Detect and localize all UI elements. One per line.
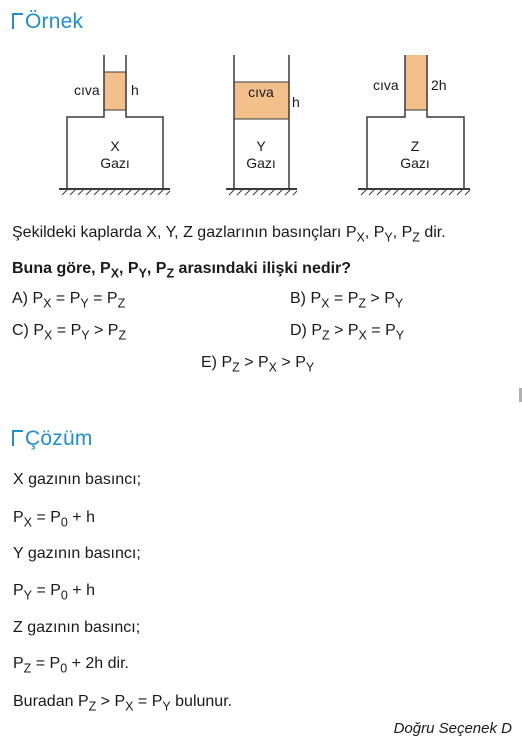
container-z [358, 55, 470, 195]
container-y [226, 55, 300, 195]
heading-corner-mark [12, 430, 23, 446]
container-x [59, 55, 170, 195]
mercury-label-z: cıva [373, 77, 399, 93]
gas-letter-z: Z [410, 138, 420, 154]
option-e[interactable]: E) $P_Z > P_X > P_Y$ [201, 354, 315, 375]
gas-word-x: Gazı [100, 155, 130, 171]
solution-y-equation: $P_Y = P_0 + h$ [13, 582, 95, 603]
question-statement: Şekildeki kaplarda X, Y, Z gazlarının basınçları $P_X$, $P_Y$, $P_Z$ dir. [12, 224, 446, 245]
containers-figure [0, 0, 522, 200]
column-label-x: h [131, 82, 139, 98]
solution-y-heading: Y gazının basıncı; [13, 545, 141, 562]
mercury-column-z [405, 55, 427, 110]
gas-letter-y: Y [256, 138, 266, 154]
example-title: Örnek [25, 10, 84, 33]
column-label-y: h [292, 94, 300, 110]
column-label-z: 2h [431, 77, 447, 93]
solution-x-equation: $P_X = P_0 + h$ [13, 509, 95, 530]
solution-z-heading: Z gazının basıncı; [13, 619, 141, 636]
solution-conclusion: Buradan $P_Z > P_X = P_Y$ bulunur. [13, 693, 233, 714]
mercury-label-x: cıva [74, 82, 100, 98]
solution-z-equation: $P_Z = P_0 + 2h$ dir. [13, 655, 129, 676]
solution-x-heading: X gazının basıncı; [13, 471, 142, 488]
solution-title: Çözüm [25, 427, 93, 450]
question-prompt: Buna göre, $P_X$, $P_Y$, $P_Z$ arasındaki ilişki nedir? [12, 260, 352, 281]
option-c[interactable]: C) $P_X = P_Y > P_Z$ [12, 322, 127, 343]
mercury-column-x [104, 72, 126, 110]
gas-letter-x: X [110, 138, 120, 154]
option-a[interactable]: A) $P_X = P_Y = P_Z$ [12, 290, 126, 311]
solution-heading [12, 427, 93, 451]
option-d[interactable]: D) $P_Z > P_X = P_Y$ [290, 322, 405, 343]
gas-word-y: Gazı [246, 155, 276, 171]
mercury-label-y: cıva [248, 84, 274, 100]
gas-word-z: Gazı [400, 155, 430, 171]
option-b[interactable]: B) $P_X = P_Z > P_Y$ [290, 290, 404, 311]
correct-answer: Doğru Seçenek D [393, 720, 512, 737]
